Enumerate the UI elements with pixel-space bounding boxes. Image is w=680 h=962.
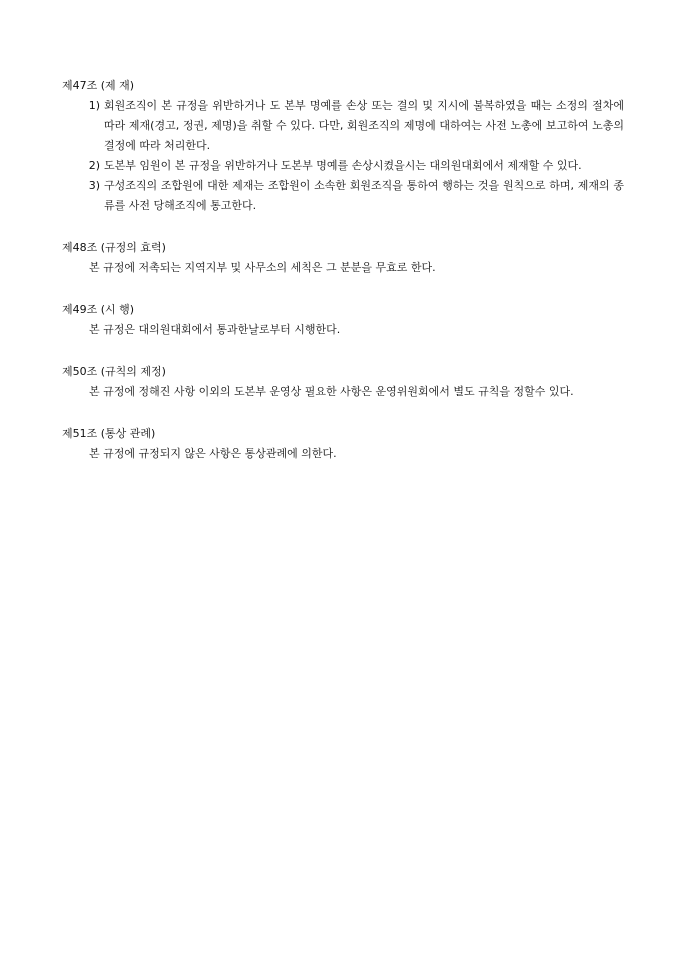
item-number: 3)	[88, 179, 100, 192]
item-number: 2)	[88, 159, 100, 172]
article-body: 본 규정은 대의원대회에서 통과한날로부터 시행한다.	[89, 323, 341, 336]
article-item	[62, 156, 624, 176]
article-body: 본 규정에 정해진 사항 이외의 도본부 운영상 필요한 사항은 운영위원회에서 별도 규칙을 정할수 있다.	[89, 385, 574, 398]
article-item	[62, 176, 624, 216]
article-49	[62, 300, 624, 340]
article-47	[62, 76, 624, 216]
article-48	[62, 238, 624, 278]
item-text: 도본부 임원이 본 규정을 위반하거나 도본부 명예를 손상시켰을시는 대의원대회에서 제재할 수 있다.	[104, 159, 582, 172]
article-item	[62, 96, 624, 156]
article-50	[62, 362, 624, 402]
article-title: 제47조 (제 재)	[62, 79, 135, 92]
item-text: 회원조직이 본 규정을 위반하거나 도 본부 명예를 손상 또는 결의 및 지시에 불복하였을 때는 소정의 절차에 따라 제재(경고, 정권, 제명)을 취할 수 있다. 다만, 회원조직의 제명에 대하여는 사전 노총에 보고하여 노총의 결정에 따라 처리한다.	[104, 99, 624, 152]
regulation-content	[62, 76, 624, 486]
item-text: 구성조직의 조합원에 대한 제재는 조합원이 소속한 회원조직을 통하여 행하는 것을 원칙으로 하며, 제재의 종류를 사전 당해조직에 통고한다.	[104, 179, 624, 212]
article-body: 본 규정에 규정되지 않은 사항은 통상관례에 의한다.	[89, 447, 337, 460]
article-title: 제51조 (통상 관례)	[62, 427, 156, 440]
article-title: 제48조 (규정의 효력)	[62, 241, 166, 254]
item-number: 1)	[88, 99, 100, 112]
article-title: 제50조 (규칙의 제정)	[62, 365, 166, 378]
article-51	[62, 424, 624, 464]
article-title: 제49조 (시 행)	[62, 303, 135, 316]
article-body: 본 규정에 저촉되는 지역지부 및 사무소의 세칙은 그 분분을 무효로 한다.	[89, 261, 436, 274]
